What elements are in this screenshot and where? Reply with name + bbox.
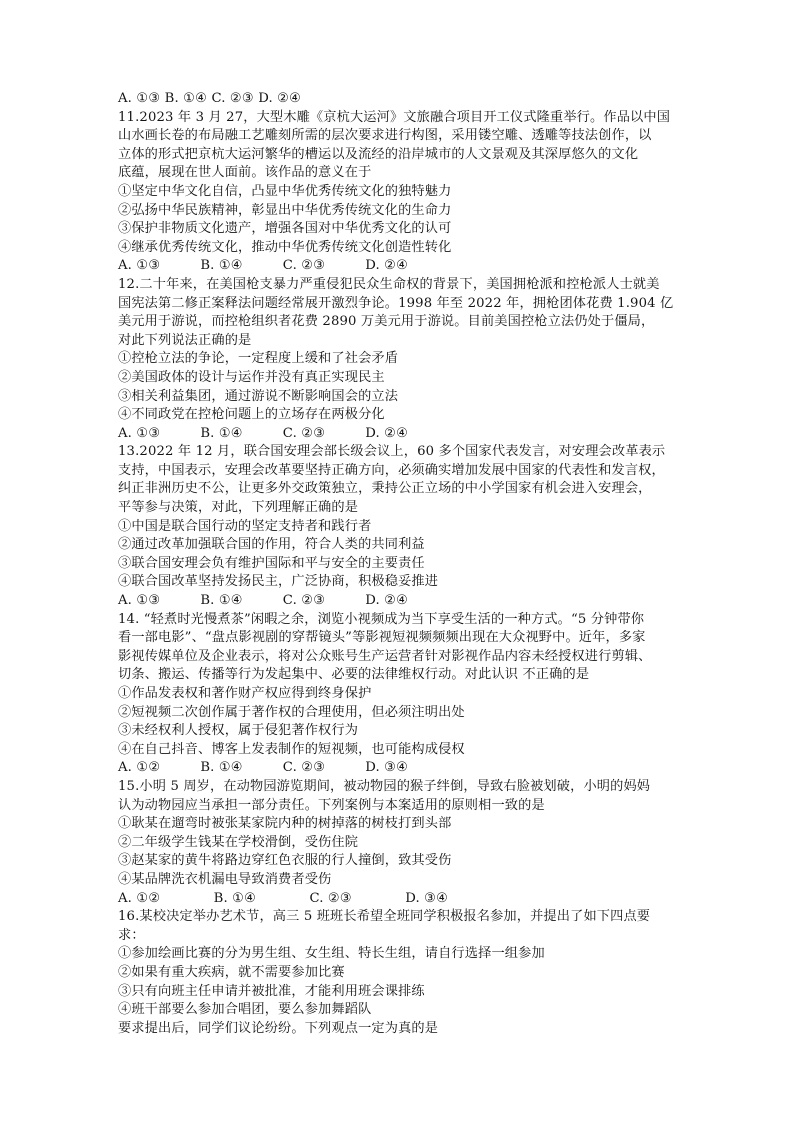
- option-item: ①作品发表权和著作财产权应得到终身保护: [118, 686, 372, 701]
- question-stem-line: 16.某校决定举办艺术节，高三 5 班班长希望全班同学积极报名参加，并提出了如下四点要: [118, 909, 651, 925]
- question-stem-line: 求：: [118, 927, 145, 943]
- question-13: [118, 443, 678, 610]
- question-11: [118, 109, 678, 276]
- question-stem-line: 山水画长卷的布局融工艺雕刻所需的层次要求进行构图，采用镂空雕、透雕等技法创作，以: [118, 128, 652, 144]
- question-15: [118, 778, 678, 908]
- question-stem-line: 切条、搬运、传播等行为发起集中、必要的法律维权行动。对此认识 不正确的是: [118, 667, 590, 683]
- option-item: ③相关利益集团，通过游说不断影响国会的立法: [118, 388, 399, 404]
- option-item: ②美国政体的设计与运作并没有真正实现民主: [118, 369, 385, 385]
- option-item: ①控枪立法的争论，一定程度上缓和了社会矛盾: [118, 351, 399, 367]
- option-item: ④某品牌洗衣机漏电导致消费者受伤: [118, 871, 332, 887]
- answer-choices: A. ①② B. ①④ C. ②③ D. ③④: [118, 760, 409, 776]
- question-stem-line: 纠正非洲历史不公，让更多外交政策独立，秉持公正立场的中小学国家有机会进入安理会，: [118, 481, 652, 497]
- option-item: ②二年级学生钱某在学校滑倒，受伤住院: [118, 834, 359, 850]
- answer-choices: A. ①③ B. ①④ C. ②③ D. ②④: [118, 258, 409, 274]
- question-stem-line: 国宪法第二修正案释法问题经常展开激烈争论。1998 年至 2022 年，拥枪团体花费 1.904 亿: [118, 295, 674, 311]
- option-item: ④不同政党在控枪问题上的立场存在两极分化: [118, 407, 385, 423]
- question-stem-line: 11.2023 年 3 月 27，大型木雕《京杭大运河》文旅融合项目开工仪式隆重举行。作品以中国: [118, 109, 671, 125]
- question-stem-line: 影视传媒单位及企业表示，将对公众账号生产运营者针对影视作品内容未经授权进行剪辑、: [118, 648, 652, 664]
- answer-choices: A. ①③ B. ①④ C. ②③ D. ②④: [118, 425, 409, 441]
- option-item: ①耿某在遛弯时被张某家院内种的树掉落的树枝打到头部: [118, 816, 452, 832]
- question-16: [118, 908, 678, 1038]
- question-stem-line: 底蕴，展现在世人面前。该作品的意义在于: [118, 165, 372, 181]
- answer-choices: A. ①③ B. ①④ C. ②③ D. ②④: [118, 593, 409, 609]
- option-item: ②如果有重大疾病，就不需要参加比赛: [118, 964, 345, 980]
- option-item: ③未经权利人授权，属于侵犯著作权行为: [118, 723, 359, 739]
- option-item: ③联合国安理会负有维护国际和平与安全的主要责任: [118, 555, 425, 571]
- option-item: ③赵某家的黄牛将路边穿红色衣服的行人撞倒，致其受伤: [118, 853, 452, 869]
- question-stem-line: 看一部电影”、“盘点影视剧的穿帮镜头”等影视短视频频频出现在大众视野中。近年，多家: [118, 630, 646, 646]
- option-item: ④班干部要么参加合唱团，要么参加舞蹈队: [118, 1002, 372, 1018]
- option-item: ④继承优秀传统文化，推动中华优秀传统文化创造性转化: [118, 239, 452, 255]
- question-stem-line: 12.二十年来，在美国枪支暴力严重侵犯民众生命权的背景下，美国拥枪派和控枪派人士就美: [118, 276, 660, 292]
- option-item: ②弘扬中华民族精神，彰显出中华优秀传统文化的生命力: [118, 202, 452, 218]
- prev-answer-choices: A. ①③ B. ①④ C. ②③ D. ②④: [118, 91, 302, 106]
- question-stem-line: 15.小明 5 周岁，在动物园游览期间，被动物园的猴子绊倒，导致右脸被划破，小明的妈妈: [118, 778, 651, 794]
- answer-choices: A. ①② B. ①④ C. ②③ D. ③④: [118, 890, 449, 906]
- question-stem-line: 立体的形式把京杭大运河繁华的槽运以及流经的沿岸城市的人文景观及其深厚悠久的文化: [118, 146, 639, 162]
- option-item: ③只有向班主任申请并被批准，才能利用班会课排练: [118, 983, 425, 999]
- question-stem-line: 支持，中国表示，安理会改革要坚持正确方向，必须确实增加发展中国家的代表性和发言权，: [118, 462, 665, 478]
- question-stem-line: 美元用于游说，而控枪组织者花费 2890 万美元用于游说。目前美国控枪立法仍处于僵局，: [118, 314, 655, 330]
- option-item: ④在自己抖音、博客上发表制作的短视频，也可能构成侵权: [118, 741, 465, 757]
- question-tail: 要求提出后，同学们议论纷纷。下列观点一定为真的是: [118, 1020, 439, 1036]
- exam-page: [118, 90, 678, 1038]
- question-stem-line: 13.2022 年 12 月，联合国安理会部长级会议上，60 多个国家代表发言，对安理会改革表示: [118, 444, 666, 460]
- option-item: ①参加绘画比赛的分为男生组、女生组、特长生组，请自行选择一组参加: [118, 946, 545, 962]
- option-item: ②通过改革加强联合国的作用，符合人类的共同利益: [118, 537, 425, 553]
- option-item: ①坚定中华文化自信，凸显中华优秀传统文化的独特魅力: [118, 183, 452, 199]
- question-14: [118, 611, 678, 778]
- option-item: ④联合国改革坚持发扬民主，广泛协商，积极稳妥推进: [118, 574, 439, 590]
- question-stem-line: 14. “轻煮时光慢煮茶”闲暇之余，浏览小视频成为当下享受生活的一种方式。“5 分钟带你: [118, 611, 645, 627]
- question-12: [118, 276, 678, 443]
- option-item: ①中国是联合国行动的坚定支持者和践行者: [118, 518, 372, 534]
- option-item: ③保护非物质文化遗产，增强各国对中华优秀文化的认可: [118, 221, 452, 237]
- option-item: ②短视频二次创作属于著作权的合理使用，但必须注明出处: [118, 704, 465, 720]
- question-stem-line: 认为动物园应当承担一部分责任。下列案例与本案适用的原则相一致的是: [118, 797, 545, 813]
- question-stem-line: 对此下列说法正确的是: [118, 332, 252, 348]
- question-stem-line: 平等参与决策，对此，下列理解正确的是: [118, 500, 359, 516]
